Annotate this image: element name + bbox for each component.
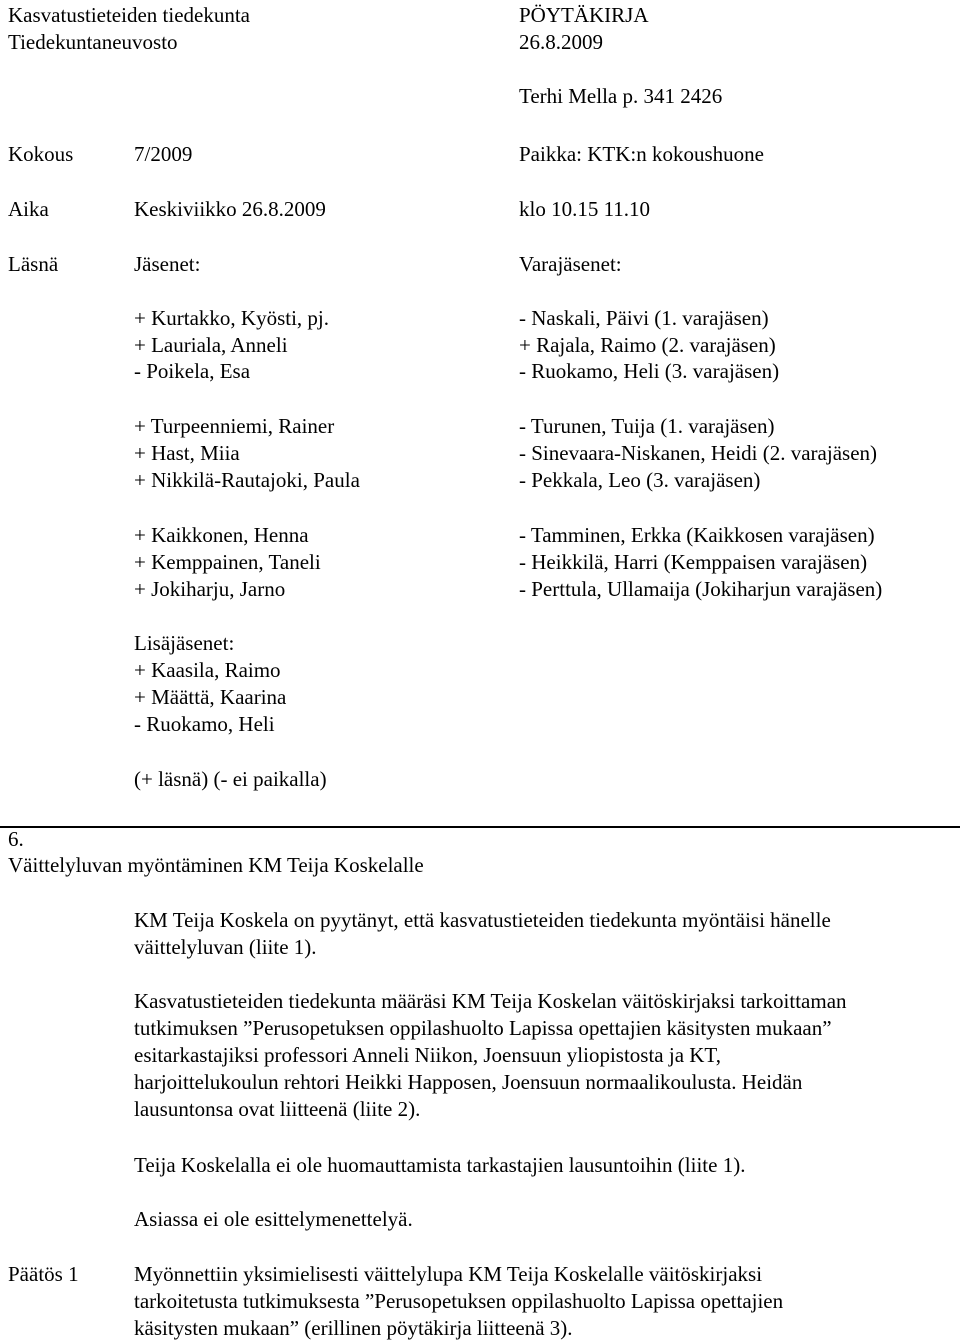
deputy-item: - Pekkala, Leo (3. varajäsen)	[519, 468, 761, 492]
deputy-item: + Rajala, Raimo (2. varajäsen)	[519, 333, 776, 357]
paragraph-reviewers	[134, 988, 934, 1123]
deputy-item: - Sinevaara-Niskanen, Heidi (2. varajäsen)	[519, 441, 878, 465]
paragraph-line: harjoittelukoulun rehtori Heikki Happosen, Joensuun normaalikoulusta. Heidän	[134, 1070, 803, 1094]
deputy-item: - Ruokamo, Heli (3. varajäsen)	[519, 359, 780, 383]
attendance-legend: (+ läsnä) (- ei paikalla)	[134, 767, 327, 791]
section-number: 6.	[8, 827, 24, 851]
decision-line: tarkoitetusta tutkimuksesta ”Perusopetuksen oppilashuolto Lapissa opettajien	[134, 1289, 784, 1313]
member-item: + Kaikkonen, Henna	[134, 523, 309, 547]
deputy-item: - Tamminen, Erkka (Kaikkosen varajäsen)	[519, 523, 875, 547]
additional-member-item: + Määttä, Kaarina	[134, 685, 287, 709]
decision-label: Päätös 1	[8, 1262, 79, 1286]
meeting-time: klo 10.15 11.10	[519, 197, 651, 221]
paragraph-line: esitarkastajiksi professori Anneli Niikon, Joensuun yliopistosta ja KT,	[134, 1043, 721, 1067]
members-label: Jäsenet:	[134, 252, 201, 276]
deputies-label: Varajäsenet:	[519, 252, 622, 276]
additional-members-label: Lisäjäsenet:	[134, 631, 235, 655]
document-type: PÖYTÄKIRJA	[519, 3, 649, 27]
meeting-place: Paikka: KTK:n kokoushuone	[519, 142, 764, 166]
aika-label: Aika	[8, 197, 49, 221]
paragraph-line: lausuntonsa ovat liitteenä (liite 2).	[134, 1097, 421, 1121]
section-divider	[0, 826, 960, 828]
kokous-label: Kokous	[8, 142, 74, 166]
additional-member-item: - Ruokamo, Heli	[134, 712, 275, 736]
faculty-name: Kasvatustieteiden tiedekunta	[8, 3, 251, 27]
contact-person: Terhi Mella p. 341 2426	[519, 84, 723, 108]
paragraph-request	[134, 907, 934, 961]
member-item: - Poikela, Esa	[134, 359, 251, 383]
council-name: Tiedekuntaneuvosto	[8, 30, 178, 54]
paragraph-line: Kasvatustieteiden tiedekunta määräsi KM Teija Koskelan väitöskirjaksi tarkoittaman	[134, 989, 847, 1013]
section-title: Väittelyluvan myöntäminen KM Teija Koskelalle	[8, 853, 424, 877]
paragraph-line: KM Teija Koskela on pyytänyt, että kasvatustieteiden tiedekunta myöntäisi hänelle	[134, 908, 831, 932]
member-item: + Nikkilä-Rautajoki, Paula	[134, 468, 360, 492]
member-item: + Kurtakko, Kyösti, pj.	[134, 306, 329, 330]
member-item: + Turpeenniemi, Rainer	[134, 414, 335, 438]
deputy-item: - Heikkilä, Harri (Kemppaisen varajäsen)	[519, 550, 868, 574]
decision-line: Myönnettiin yksimielisesti väittelylupa KM Teija Koskelalle väitöskirjaksi	[134, 1262, 763, 1286]
member-item: + Hast, Miia	[134, 441, 240, 465]
lasna-label: Läsnä	[8, 252, 59, 276]
member-item: + Jokiharju, Jarno	[134, 577, 286, 601]
member-item: + Kemppainen, Taneli	[134, 550, 321, 574]
deputy-item: - Perttula, Ullamaija (Jokiharjun varajäsen)	[519, 577, 883, 601]
paragraph-line: väittelyluvan (liite 1).	[134, 935, 317, 959]
aika-value: Keskiviikko 26.8.2009	[134, 197, 326, 221]
document-date: 26.8.2009	[519, 30, 603, 54]
paragraph-no-presentation: Asiassa ei ole esittelymenettelyä.	[134, 1207, 413, 1231]
paragraph-line: tutkimuksen ”Perusopetuksen oppilashuolto Lapissa opettajien käsitysten mukaan”	[134, 1016, 832, 1040]
member-item: + Lauriala, Anneli	[134, 333, 288, 357]
paragraph-no-remarks: Teija Koskelalla ei ole huomauttamista tarkastajien lausuntoihin (liite 1).	[134, 1153, 746, 1177]
deputy-item: - Naskali, Päivi (1. varajäsen)	[519, 306, 769, 330]
kokous-value: 7/2009	[134, 142, 193, 166]
decision-line: käsitysten mukaan” (erillinen pöytäkirja liitteenä 3).	[134, 1316, 573, 1340]
decision-text	[134, 1261, 934, 1342]
additional-member-item: + Kaasila, Raimo	[134, 658, 281, 682]
deputy-item: - Turunen, Tuija (1. varajäsen)	[519, 414, 775, 438]
